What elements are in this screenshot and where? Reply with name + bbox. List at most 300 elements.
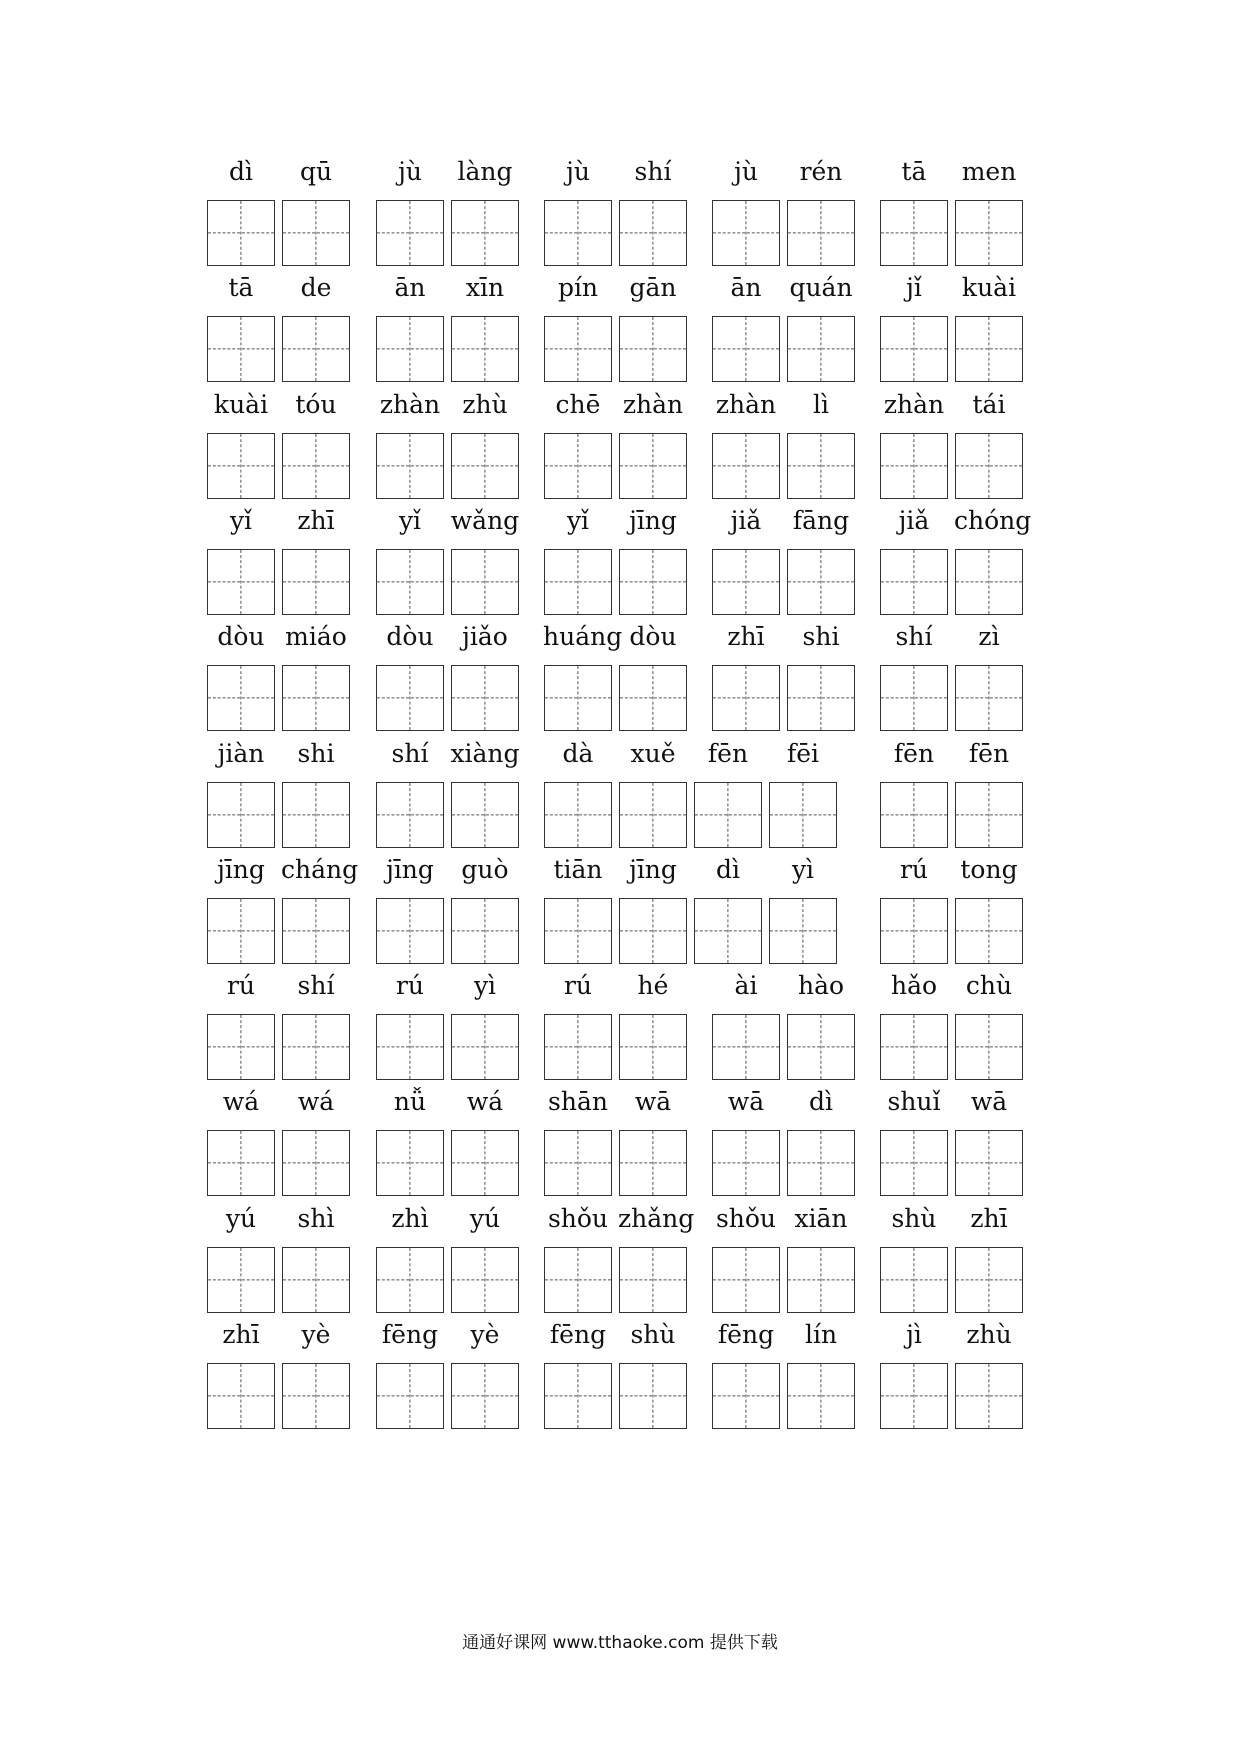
worksheet-row: [0, 266, 1240, 396]
pinyin-syllable: dòu: [629, 622, 677, 652]
cell-horizontal-guide: [452, 1046, 518, 1047]
pinyin-syllable: zhī: [297, 505, 335, 535]
cell-horizontal-guide: [713, 1279, 779, 1280]
pinyin-line: [0, 383, 1240, 427]
cell-horizontal-guide: [283, 465, 349, 466]
cell-horizontal-guide: [452, 1395, 518, 1396]
worksheet-row: [0, 1197, 1240, 1327]
cell-horizontal-guide: [545, 814, 611, 815]
pinyin-syllable: men: [961, 157, 1017, 186]
tianzige-writing-cell[interactable]: [694, 898, 762, 964]
tianzige-writing-cell[interactable]: [376, 200, 444, 266]
pinyin-syllable: dòu: [386, 622, 434, 652]
cell-horizontal-guide: [788, 581, 854, 582]
tianzige-writing-cell[interactable]: [451, 782, 519, 848]
pinyin-syllable: jiǎo: [462, 622, 508, 652]
tianzige-writing-cell[interactable]: [451, 316, 519, 382]
cell-horizontal-guide: [881, 1046, 947, 1047]
tianzige-writing-cell[interactable]: [619, 1130, 687, 1196]
tianzige-writing-cell[interactable]: [451, 1014, 519, 1080]
tianzige-writing-cell[interactable]: [376, 898, 444, 964]
worksheet-row: [0, 615, 1240, 745]
pinyin-syllable: wá: [466, 1087, 504, 1117]
cell-horizontal-guide: [713, 232, 779, 233]
cell-horizontal-guide: [377, 581, 443, 582]
cell-horizontal-guide: [283, 930, 349, 931]
pinyin-line: [0, 266, 1240, 310]
pinyin-syllable: jù: [398, 157, 422, 186]
pinyin-syllable: fēi: [786, 738, 820, 768]
tianzige-writing-cell[interactable]: [787, 200, 855, 266]
pinyin-syllable: jì: [906, 1320, 922, 1349]
tianzige-writing-cell[interactable]: [207, 1363, 275, 1429]
pinyin-syllable: xiàng: [450, 738, 520, 768]
cell-horizontal-guide: [377, 465, 443, 466]
worksheet-row: [0, 964, 1240, 1094]
cell-horizontal-guide: [881, 465, 947, 466]
pinyin-syllable: fēn: [707, 738, 749, 768]
tianzige-writing-cell[interactable]: [787, 1247, 855, 1313]
tianzige-writing-cell[interactable]: [787, 1014, 855, 1080]
pinyin-syllable: jīng: [386, 854, 434, 884]
tianzige-writing-cell[interactable]: [712, 1014, 780, 1080]
tianzige-writing-cell[interactable]: [207, 665, 275, 731]
tianzige-writing-cell[interactable]: [207, 200, 275, 266]
cell-horizontal-guide: [956, 1395, 1022, 1396]
pinyin-syllable: qū: [299, 157, 333, 186]
pinyin-syllable: tiān: [553, 854, 603, 884]
cell-horizontal-guide: [283, 349, 349, 350]
tianzige-writing-cell[interactable]: [955, 782, 1023, 848]
worksheet-row: [0, 150, 1240, 280]
cell-horizontal-guide: [452, 930, 518, 931]
cell-horizontal-guide: [713, 465, 779, 466]
pinyin-line: [0, 150, 1240, 194]
pinyin-syllable: gān: [629, 273, 677, 303]
cell-horizontal-guide: [377, 1279, 443, 1280]
tianzige-writing-cell[interactable]: [544, 549, 612, 615]
pinyin-syllable: rú: [395, 971, 425, 1001]
tianzige-writing-cell[interactable]: [282, 1247, 350, 1313]
tianzige-writing-cell[interactable]: [955, 200, 1023, 266]
tianzige-writing-cell[interactable]: [619, 782, 687, 848]
cell-horizontal-guide: [956, 814, 1022, 815]
pinyin-syllable: shù: [630, 1320, 676, 1349]
cell-horizontal-guide: [620, 1163, 686, 1164]
tianzige-writing-cell[interactable]: [282, 433, 350, 499]
tianzige-writing-cell[interactable]: [787, 549, 855, 615]
tianzige-writing-cell[interactable]: [619, 665, 687, 731]
pinyin-syllable: jù: [566, 157, 590, 186]
pinyin-syllable: yǐ: [398, 505, 422, 535]
cell-horizontal-guide: [545, 1395, 611, 1396]
cell-horizontal-guide: [545, 581, 611, 582]
pinyin-line: [0, 964, 1240, 1008]
pinyin-syllable: fāng: [792, 505, 850, 535]
pinyin-syllable: fēng: [717, 1320, 775, 1349]
pinyin-syllable: huáng: [543, 622, 623, 652]
cell-horizontal-guide: [452, 232, 518, 233]
tianzige-writing-cell[interactable]: [880, 1014, 948, 1080]
cell-horizontal-guide: [208, 1163, 274, 1164]
tianzige-writing-cell[interactable]: [282, 549, 350, 615]
tianzige-writing-cell[interactable]: [955, 1247, 1023, 1313]
tianzige-writing-cell[interactable]: [619, 1014, 687, 1080]
tianzige-writing-cell[interactable]: [376, 549, 444, 615]
tianzige-writing-cell[interactable]: [207, 782, 275, 848]
tianzige-writing-cell[interactable]: [769, 898, 837, 964]
pinyin-syllable: chē: [555, 389, 601, 419]
cell-horizontal-guide: [545, 698, 611, 699]
tianzige-writing-cell[interactable]: [451, 433, 519, 499]
pinyin-syllable: yú: [225, 1203, 257, 1233]
tianzige-writing-cell[interactable]: [955, 433, 1023, 499]
tianzige-writing-cell[interactable]: [544, 316, 612, 382]
tianzige-writing-cell[interactable]: [880, 316, 948, 382]
cell-horizontal-guide: [956, 1279, 1022, 1280]
cell-horizontal-guide: [377, 232, 443, 233]
cell-horizontal-guide: [620, 232, 686, 233]
pinyin-line: [0, 1313, 1240, 1357]
pinyin-syllable: yú: [469, 1203, 501, 1233]
pinyin-line: [0, 615, 1240, 659]
cell-horizontal-guide: [956, 581, 1022, 582]
tianzige-writing-cell[interactable]: [880, 1247, 948, 1313]
tianzige-writing-cell[interactable]: [451, 200, 519, 266]
pinyin-syllable: shí: [297, 971, 335, 1001]
pinyin-syllable: jiǎ: [898, 505, 930, 535]
tianzige-writing-cell[interactable]: [207, 898, 275, 964]
cell-horizontal-guide: [770, 930, 836, 931]
pinyin-syllable: zhì: [391, 1203, 429, 1233]
worksheet-row: [0, 732, 1240, 862]
cell-horizontal-guide: [208, 930, 274, 931]
pinyin-syllable: jīng: [629, 505, 677, 535]
pinyin-syllable: hào: [797, 971, 845, 1001]
tianzige-writing-cell[interactable]: [880, 200, 948, 266]
tianzige-writing-cell[interactable]: [955, 898, 1023, 964]
cell-horizontal-guide: [788, 1279, 854, 1280]
tianzige-writing-cell[interactable]: [955, 549, 1023, 615]
tianzige-writing-cell[interactable]: [282, 1014, 350, 1080]
tianzige-writing-cell[interactable]: [544, 200, 612, 266]
pinyin-syllable: shǒu: [715, 1203, 777, 1233]
tianzige-writing-cell[interactable]: [712, 1363, 780, 1429]
writing-grid-line: [0, 200, 1240, 268]
footer-credit: 通通好课网 www.tthaoke.com 提供下载: [462, 1633, 778, 1653]
cell-horizontal-guide: [956, 930, 1022, 931]
cell-horizontal-guide: [713, 581, 779, 582]
tianzige-writing-cell[interactable]: [207, 1014, 275, 1080]
tianzige-writing-cell[interactable]: [376, 1363, 444, 1429]
tianzige-writing-cell[interactable]: [451, 1363, 519, 1429]
pinyin-syllable: fēng: [381, 1320, 439, 1349]
pinyin-syllable: shi: [297, 738, 335, 768]
cell-horizontal-guide: [377, 814, 443, 815]
tianzige-writing-cell[interactable]: [451, 898, 519, 964]
tianzige-writing-cell[interactable]: [544, 1130, 612, 1196]
tianzige-writing-cell[interactable]: [207, 549, 275, 615]
pinyin-syllable: tā: [228, 273, 254, 303]
pinyin-line: [0, 848, 1240, 892]
pinyin-syllable: lín: [804, 1320, 838, 1349]
tianzige-writing-cell[interactable]: [619, 549, 687, 615]
cell-horizontal-guide: [283, 581, 349, 582]
pinyin-syllable: jīng: [629, 854, 677, 884]
writing-grid-line: [0, 433, 1240, 501]
pinyin-syllable: yì: [791, 854, 815, 884]
cell-horizontal-guide: [788, 698, 854, 699]
tianzige-writing-cell[interactable]: [376, 1247, 444, 1313]
tianzige-writing-cell[interactable]: [207, 1247, 275, 1313]
pinyin-syllable: shǒu: [547, 1203, 609, 1233]
pinyin-syllable: fēn: [968, 738, 1010, 768]
tianzige-writing-cell[interactable]: [619, 1247, 687, 1313]
tianzige-writing-cell[interactable]: [544, 433, 612, 499]
tianzige-writing-cell[interactable]: [712, 665, 780, 731]
pinyin-syllable: fēng: [549, 1320, 607, 1349]
tianzige-writing-cell[interactable]: [787, 316, 855, 382]
pinyin-syllable: cháng: [281, 854, 359, 884]
pinyin-line: [0, 1197, 1240, 1241]
tianzige-writing-cell[interactable]: [787, 665, 855, 731]
cell-horizontal-guide: [620, 349, 686, 350]
cell-horizontal-guide: [788, 232, 854, 233]
tianzige-writing-cell[interactable]: [712, 1247, 780, 1313]
cell-horizontal-guide: [881, 581, 947, 582]
cell-horizontal-guide: [881, 349, 947, 350]
tianzige-writing-cell[interactable]: [619, 316, 687, 382]
cell-horizontal-guide: [545, 930, 611, 931]
tianzige-writing-cell[interactable]: [376, 1014, 444, 1080]
pinyin-syllable: quán: [789, 273, 853, 303]
tianzige-writing-cell[interactable]: [282, 665, 350, 731]
cell-horizontal-guide: [208, 232, 274, 233]
pinyin-syllable: wā: [634, 1087, 672, 1117]
pinyin-syllable: de: [300, 273, 332, 303]
pinyin-syllable: xiān: [794, 1203, 848, 1233]
tianzige-writing-cell[interactable]: [880, 1363, 948, 1429]
pinyin-syllable: shān: [548, 1087, 608, 1117]
cell-horizontal-guide: [452, 1279, 518, 1280]
tianzige-writing-cell[interactable]: [712, 1130, 780, 1196]
pinyin-syllable: yè: [301, 1320, 331, 1349]
tianzige-writing-cell[interactable]: [712, 200, 780, 266]
cell-horizontal-guide: [377, 930, 443, 931]
pinyin-syllable: ān: [730, 273, 762, 303]
cell-horizontal-guide: [788, 1163, 854, 1164]
tianzige-writing-cell[interactable]: [451, 1130, 519, 1196]
pinyin-syllable: kuài: [961, 273, 1017, 303]
cell-horizontal-guide: [208, 814, 274, 815]
tianzige-writing-cell[interactable]: [544, 1247, 612, 1313]
pinyin-syllable: tóu: [295, 389, 337, 419]
tianzige-writing-cell[interactable]: [619, 898, 687, 964]
cell-horizontal-guide: [956, 349, 1022, 350]
pinyin-syllable: wá: [222, 1087, 260, 1117]
tianzige-writing-cell[interactable]: [544, 782, 612, 848]
pinyin-syllable: guò: [461, 854, 509, 884]
tianzige-writing-cell[interactable]: [880, 898, 948, 964]
tianzige-writing-cell[interactable]: [619, 200, 687, 266]
writing-grid-line: [0, 316, 1240, 384]
writing-grid-line: [0, 898, 1240, 966]
pinyin-syllable: xuě: [630, 738, 676, 768]
tianzige-writing-cell[interactable]: [880, 782, 948, 848]
cell-horizontal-guide: [545, 1046, 611, 1047]
pinyin-line: [0, 732, 1240, 776]
cell-horizontal-guide: [545, 1279, 611, 1280]
writing-grid-line: [0, 1130, 1240, 1198]
tianzige-writing-cell[interactable]: [544, 1363, 612, 1429]
tianzige-writing-cell[interactable]: [207, 1130, 275, 1196]
tianzige-writing-cell[interactable]: [282, 316, 350, 382]
worksheet-row: [0, 848, 1240, 978]
cell-horizontal-guide: [770, 814, 836, 815]
tianzige-writing-cell[interactable]: [787, 1363, 855, 1429]
tianzige-writing-cell[interactable]: [451, 665, 519, 731]
cell-horizontal-guide: [620, 465, 686, 466]
cell-horizontal-guide: [788, 349, 854, 350]
pinyin-syllable: jīng: [217, 854, 265, 884]
pinyin-syllable: lì: [813, 389, 829, 419]
cell-horizontal-guide: [620, 1046, 686, 1047]
pinyin-syllable: dì: [229, 157, 253, 186]
tianzige-writing-cell[interactable]: [376, 316, 444, 382]
cell-horizontal-guide: [881, 1279, 947, 1280]
pinyin-syllable: yì: [473, 971, 497, 1001]
tianzige-writing-cell[interactable]: [880, 549, 948, 615]
pinyin-syllable: kuài: [213, 389, 269, 419]
cell-horizontal-guide: [881, 1163, 947, 1164]
tianzige-writing-cell[interactable]: [787, 433, 855, 499]
tianzige-writing-cell[interactable]: [282, 1130, 350, 1196]
cell-horizontal-guide: [377, 1163, 443, 1164]
tianzige-writing-cell[interactable]: [282, 898, 350, 964]
pinyin-syllable: rú: [226, 971, 256, 1001]
pinyin-syllable: fēn: [893, 738, 935, 768]
cell-horizontal-guide: [620, 1395, 686, 1396]
tianzige-writing-cell[interactable]: [376, 1130, 444, 1196]
pinyin-syllable: tā: [901, 157, 927, 186]
tianzige-writing-cell[interactable]: [955, 1014, 1023, 1080]
pinyin-syllable: zhàn: [715, 389, 777, 419]
pinyin-syllable: zhī: [222, 1320, 260, 1349]
cell-horizontal-guide: [713, 698, 779, 699]
tianzige-writing-cell[interactable]: [712, 433, 780, 499]
pinyin-syllable: zhǎng: [618, 1203, 695, 1233]
tianzige-writing-cell[interactable]: [955, 1363, 1023, 1429]
cell-horizontal-guide: [452, 465, 518, 466]
tianzige-writing-cell[interactable]: [880, 1130, 948, 1196]
cell-horizontal-guide: [283, 1395, 349, 1396]
tianzige-writing-cell[interactable]: [282, 200, 350, 266]
cell-horizontal-guide: [695, 930, 761, 931]
cell-horizontal-guide: [283, 1046, 349, 1047]
worksheet-row: [0, 1313, 1240, 1443]
pinyin-syllable: shù: [891, 1203, 937, 1233]
tianzige-writing-cell[interactable]: [544, 898, 612, 964]
cell-horizontal-guide: [881, 930, 947, 931]
pinyin-syllable: zhàn: [622, 389, 684, 419]
writing-grid-line: [0, 782, 1240, 850]
tianzige-writing-cell[interactable]: [769, 782, 837, 848]
tianzige-writing-cell[interactable]: [376, 782, 444, 848]
cell-horizontal-guide: [545, 232, 611, 233]
pinyin-syllable: pín: [557, 273, 599, 303]
pinyin-syllable: zhī: [970, 1203, 1008, 1233]
tianzige-writing-cell[interactable]: [282, 782, 350, 848]
tianzige-writing-cell[interactable]: [955, 316, 1023, 382]
pinyin-syllable: dì: [809, 1087, 833, 1117]
worksheet-row: [0, 383, 1240, 513]
pinyin-syllable: jiàn: [217, 738, 265, 768]
pinyin-syllable: hǎo: [890, 971, 938, 1001]
tianzige-writing-cell[interactable]: [207, 316, 275, 382]
pinyin-syllable: dà: [562, 738, 594, 768]
tianzige-writing-cell[interactable]: [955, 665, 1023, 731]
pinyin-syllable: zhù: [462, 389, 508, 419]
pinyin-syllable: yǐ: [566, 505, 590, 535]
cell-horizontal-guide: [452, 349, 518, 350]
pinyin-syllable: shí: [391, 738, 429, 768]
cell-horizontal-guide: [956, 1046, 1022, 1047]
tianzige-writing-cell[interactable]: [880, 665, 948, 731]
tianzige-writing-cell[interactable]: [712, 549, 780, 615]
tianzige-writing-cell[interactable]: [282, 1363, 350, 1429]
tianzige-writing-cell[interactable]: [451, 549, 519, 615]
cell-horizontal-guide: [620, 698, 686, 699]
tianzige-writing-cell[interactable]: [207, 433, 275, 499]
tianzige-writing-cell[interactable]: [619, 433, 687, 499]
pinyin-syllable: shuǐ: [887, 1087, 941, 1117]
cell-horizontal-guide: [377, 349, 443, 350]
cell-horizontal-guide: [713, 1046, 779, 1047]
pinyin-syllable: jiǎ: [730, 505, 762, 535]
cell-horizontal-guide: [956, 698, 1022, 699]
tianzige-writing-cell[interactable]: [376, 665, 444, 731]
tianzige-writing-cell[interactable]: [787, 1130, 855, 1196]
cell-horizontal-guide: [283, 1163, 349, 1164]
tianzige-writing-cell[interactable]: [619, 1363, 687, 1429]
cell-horizontal-guide: [208, 581, 274, 582]
pinyin-line: [0, 499, 1240, 543]
pinyin-syllable: zhàn: [883, 389, 945, 419]
pinyin-syllable: zì: [978, 622, 1000, 652]
cell-horizontal-guide: [881, 698, 947, 699]
tianzige-writing-cell[interactable]: [544, 665, 612, 731]
cell-horizontal-guide: [377, 1046, 443, 1047]
cell-horizontal-guide: [881, 814, 947, 815]
tianzige-writing-cell[interactable]: [376, 433, 444, 499]
pinyin-syllable: jǐ: [906, 273, 922, 303]
cell-horizontal-guide: [452, 698, 518, 699]
tianzige-writing-cell[interactable]: [451, 1247, 519, 1313]
tianzige-writing-cell[interactable]: [544, 1014, 612, 1080]
writing-grid-line: [0, 1363, 1240, 1431]
tianzige-writing-cell[interactable]: [694, 782, 762, 848]
worksheet-row: [0, 499, 1240, 629]
tianzige-writing-cell[interactable]: [955, 1130, 1023, 1196]
pinyin-syllable: wā: [970, 1087, 1008, 1117]
cell-horizontal-guide: [283, 232, 349, 233]
tianzige-writing-cell[interactable]: [712, 316, 780, 382]
tianzige-writing-cell[interactable]: [880, 433, 948, 499]
cell-horizontal-guide: [283, 814, 349, 815]
pinyin-syllable: tong: [960, 854, 1018, 884]
cell-horizontal-guide: [695, 814, 761, 815]
pinyin-syllable: shí: [895, 622, 933, 652]
